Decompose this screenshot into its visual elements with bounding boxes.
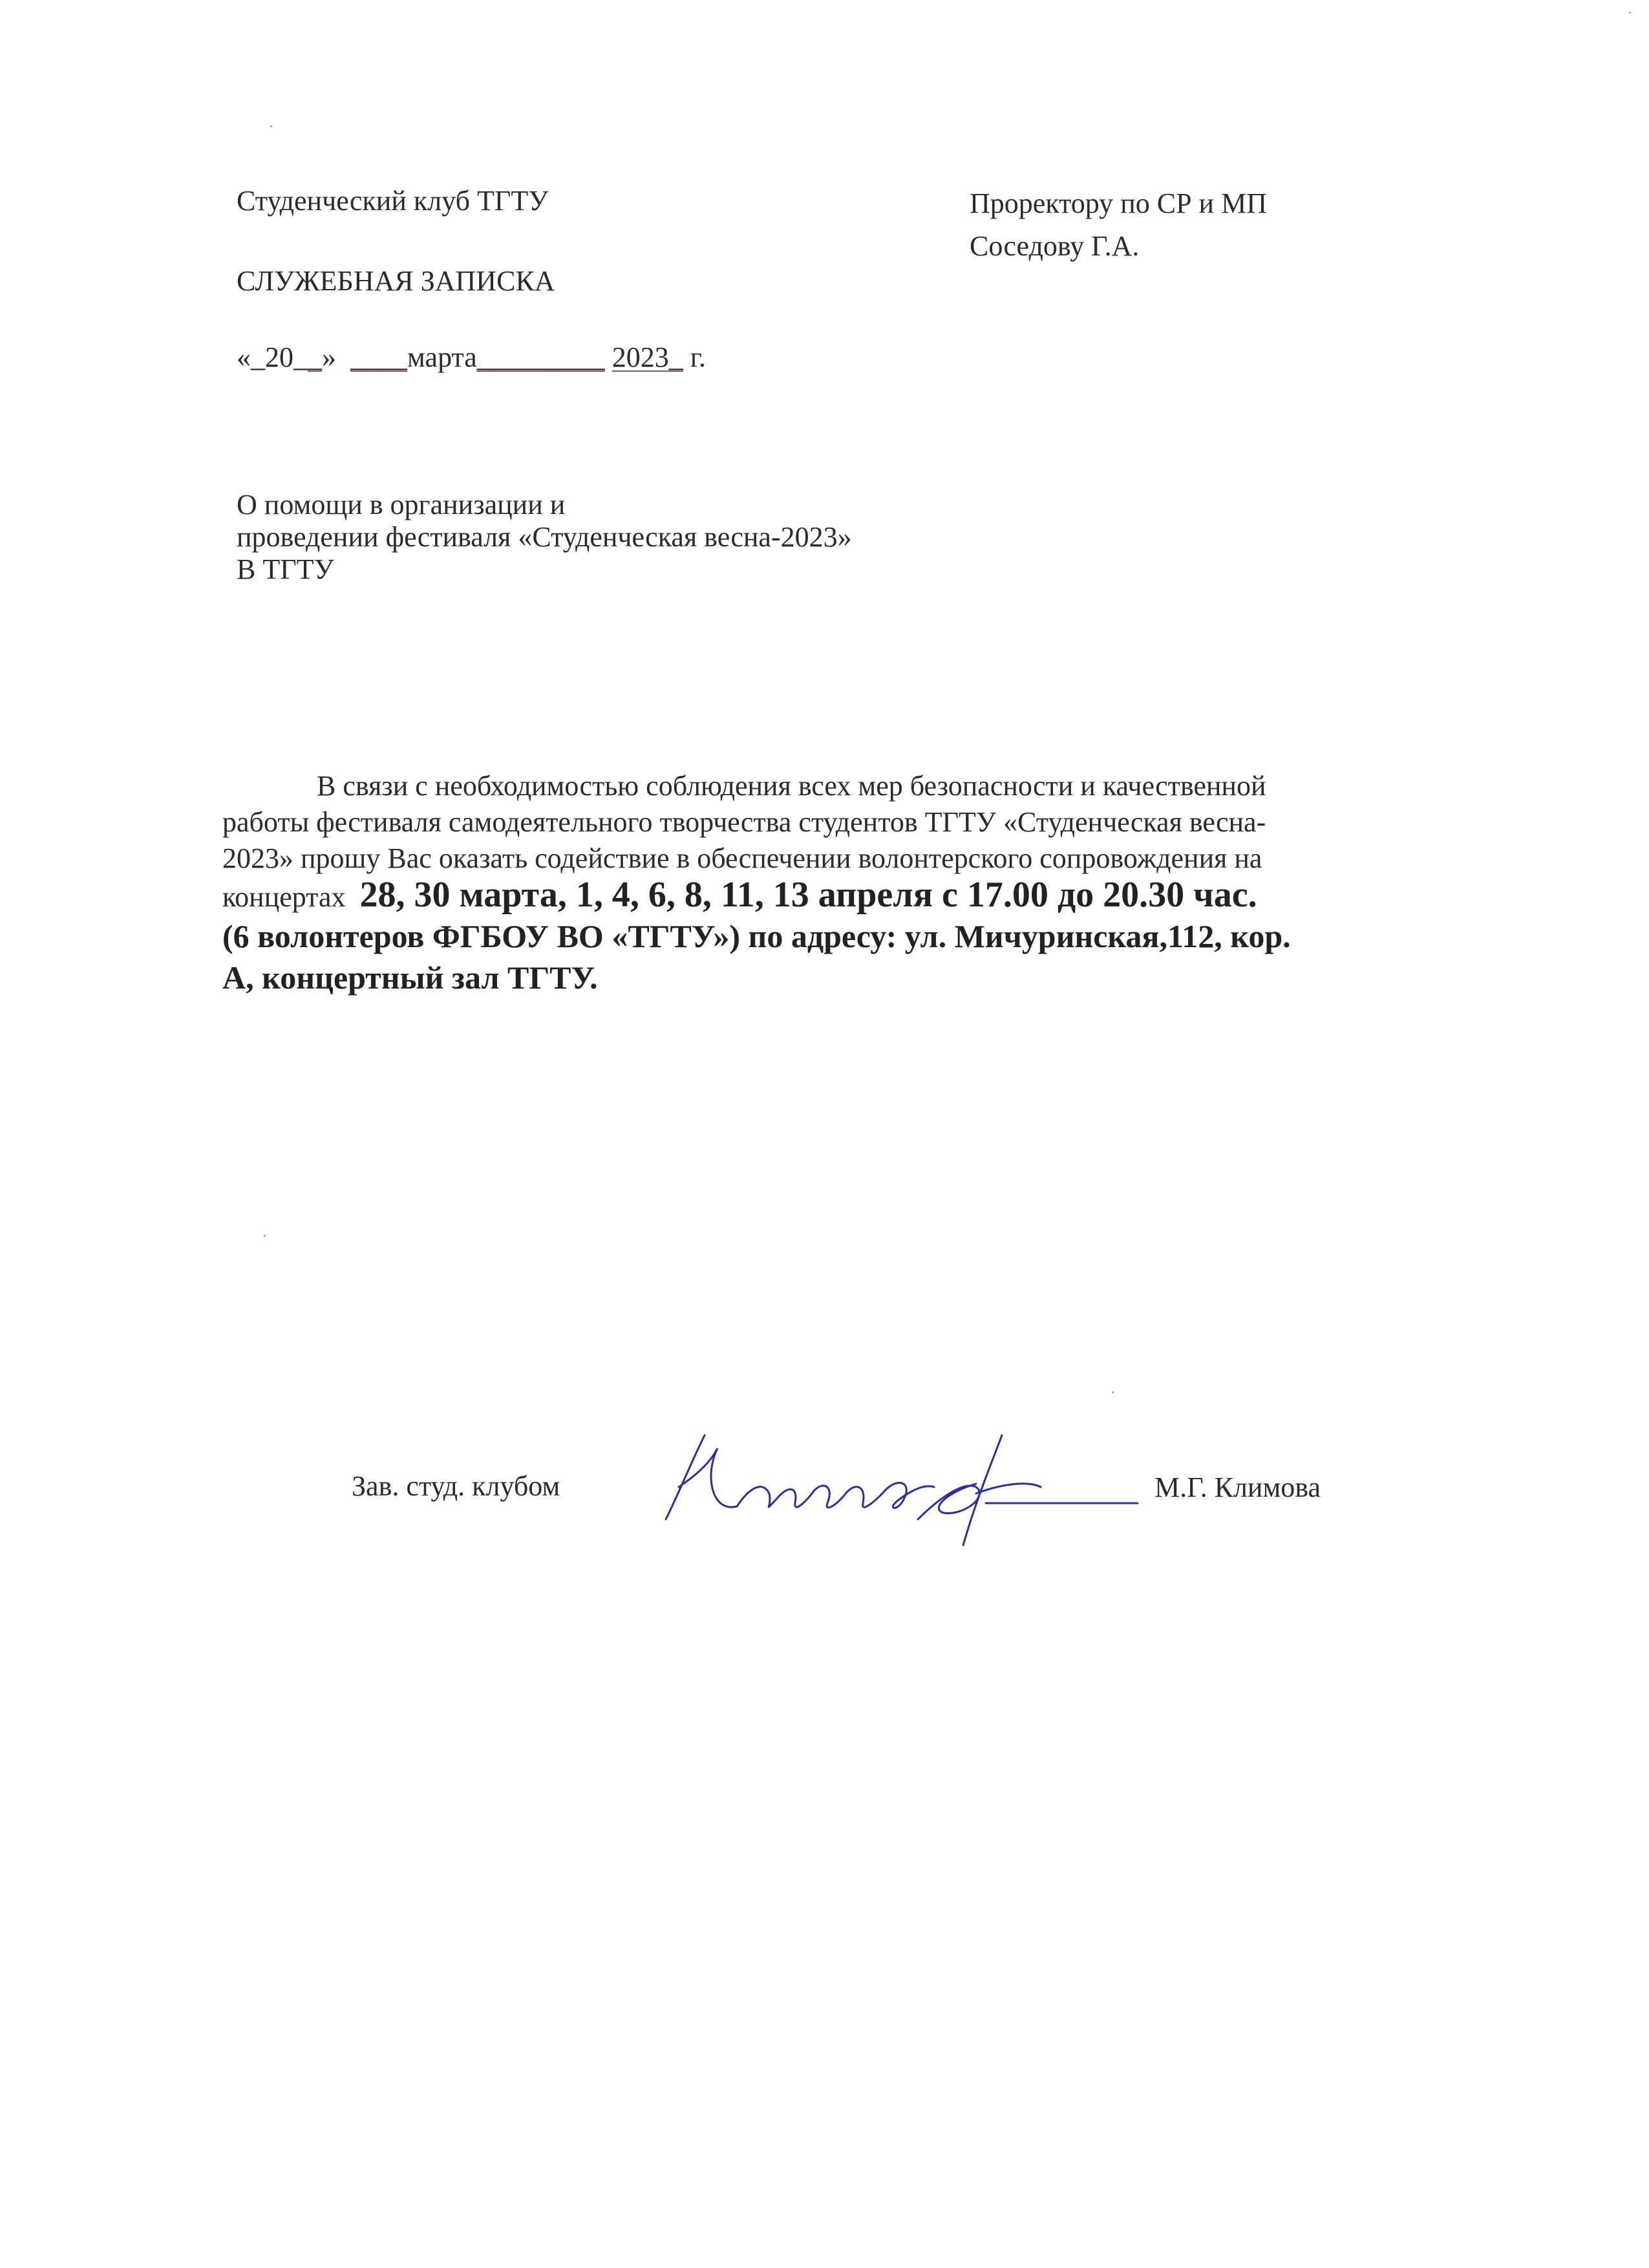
date-day-blank: _ bbox=[308, 341, 322, 373]
body-line: 2023» прошу Вас оказать содействие в обеспечении волонтерского сопровождения на bbox=[222, 842, 1262, 874]
body-line-dates bbox=[222, 877, 1483, 915]
body-line: В связи с необходимостью соблюдения всех мер безопасности и качественной bbox=[317, 770, 1266, 802]
scan-speck bbox=[270, 125, 272, 127]
date-day: _20_ bbox=[251, 341, 308, 373]
handwritten-signature bbox=[640, 1422, 1144, 1558]
date-year-blank: _ bbox=[668, 341, 683, 373]
subject-line: О помощи в организации и bbox=[237, 489, 566, 520]
signatory-position: Зав. студ. клубом bbox=[352, 1470, 560, 1502]
subject-block bbox=[237, 489, 852, 586]
memo-body bbox=[222, 768, 1483, 998]
concert-dates: 28, 30 марта, 1, 4, 6, 8, 11, 13 апреля с 17.00 до 20.30 час. bbox=[359, 875, 1257, 915]
body-concerts-label: концертах bbox=[222, 881, 346, 913]
date-year-suffix: г. bbox=[690, 341, 706, 373]
body-line: работы фестиваля самодеятельного творчества студентов ТГТУ «Студенческая весна- bbox=[222, 806, 1266, 838]
date-month-blank-after: _________ bbox=[476, 341, 605, 373]
scan-speck bbox=[1629, 12, 1631, 14]
recipient-name: Соседову Г.А. bbox=[970, 230, 1140, 262]
organization-name: Студенческий клуб ТГТУ bbox=[237, 185, 549, 217]
scan-speck bbox=[264, 1235, 266, 1237]
scan-speck bbox=[1112, 1391, 1114, 1393]
body-line-venue: А, концертный зал ТГТУ. bbox=[222, 959, 598, 996]
subject-line: В ТГТУ bbox=[237, 553, 334, 585]
date-month-blank-before: ____ bbox=[350, 341, 407, 373]
date-open-quote: « bbox=[237, 341, 251, 373]
signatory-name: М.Г. Климова bbox=[1154, 1471, 1321, 1503]
date-year: 2023 bbox=[612, 341, 669, 373]
body-line-volunteers: (6 волонтеров ФГБОУ ВО «ТГТУ») по адресу: ул. Мичуринская,112, кор. bbox=[222, 918, 1291, 954]
date-month: марта bbox=[407, 341, 477, 373]
date-close-quote: » bbox=[322, 341, 336, 373]
recipient-block bbox=[970, 182, 1267, 268]
recipient-title: Проректору по СР и МП bbox=[970, 187, 1267, 219]
subject-line: проведении фестиваля «Студенческая весна-2023» bbox=[237, 521, 852, 553]
document-type: СЛУЖЕБНАЯ ЗАПИСКА bbox=[237, 265, 555, 297]
date-line bbox=[237, 339, 706, 376]
